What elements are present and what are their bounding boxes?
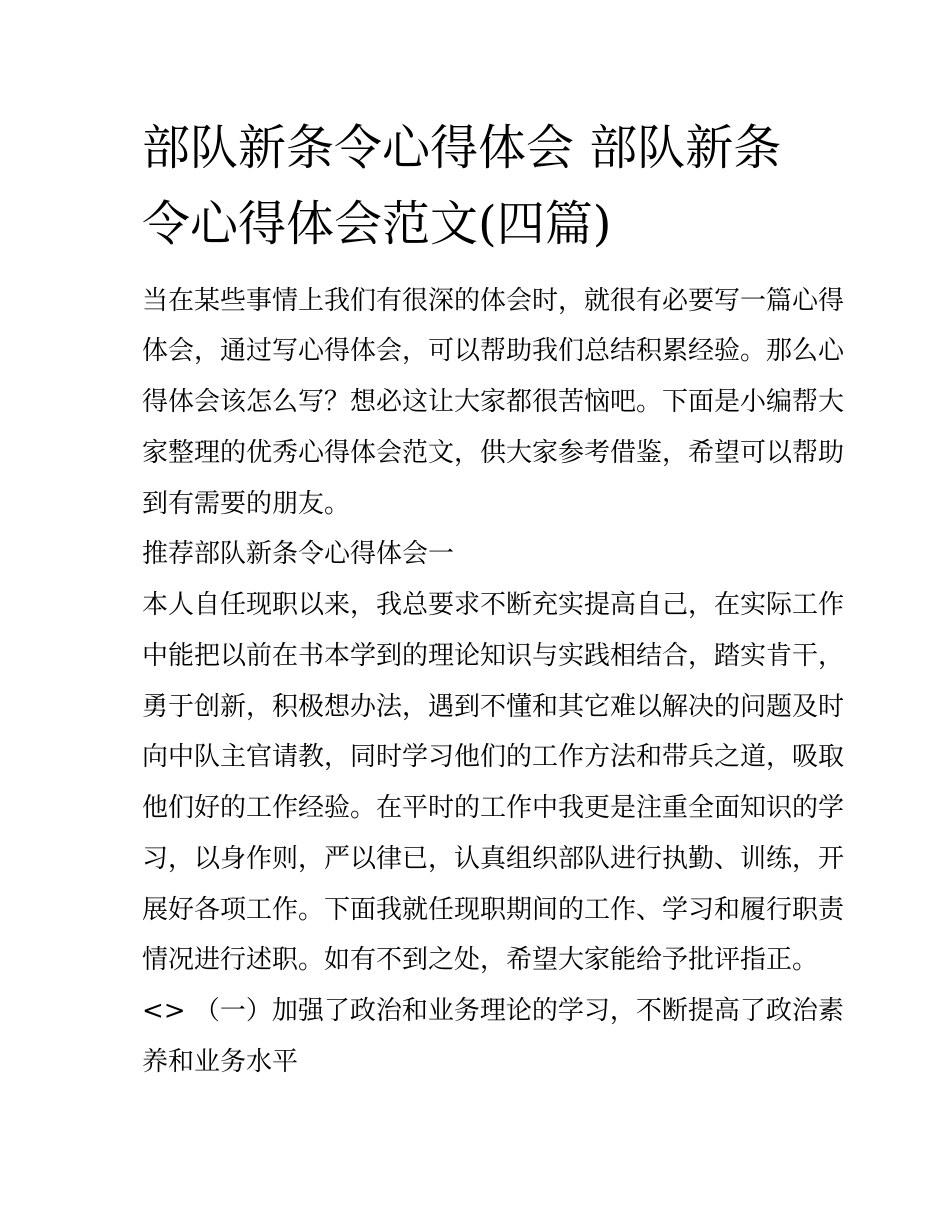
body-line: <> （一）加强了政治和业务理论的学习，不断提高了政治素 [142,996,844,1026]
body-line: 习，以身作则，严以律已，认真组织部队进行执勤、训练，开 [142,844,845,874]
body-line: 当在某些事情上我们有很深的体会时，就很有必要写一篇心得 [142,286,845,316]
body-line: 他们好的工作经验。在平时的工作中我更是注重全面知识的学 [142,793,845,823]
body-line: 家整理的优秀心得体会范文，供大家参考借鉴，希望可以帮助 [142,438,845,468]
document-title-line-1: 部队新条令心得体会 部队新条 [142,120,782,176]
body-line: 展好各项工作。下面我就任现职期间的工作、学习和履行职责 [142,895,845,925]
body-line: 中能把以前在书本学到的理论知识与实践相结合，踏实肯干， [142,641,845,671]
section-heading: 推荐部队新条令心得体会一 [142,539,455,569]
body-line: 养和业务水平 [142,1047,299,1077]
body-line: 得体会该怎么写？想必这让大家都很苦恼吧。下面是小编帮大 [142,387,845,417]
body-line: 情况进行述职。如有不到之处，希望大家能给予批评指正。 [142,945,819,975]
body-line: 勇于创新，积极想办法，遇到不懂和其它难以解决的问题及时 [142,692,845,722]
body-line: 体会，通过写心得体会，可以帮助我们总结积累经验。那么心 [142,336,845,366]
document-title-line-2: 令心得体会范文(四篇) [142,196,612,252]
body-line: 本人自任现职以来，我总要求不断充实提高自己，在实际工作 [142,590,845,620]
body-line: 向中队主官请教，同时学习他们的工作方法和带兵之道，吸取 [142,742,845,772]
body-line: 到有需要的朋友。 [142,489,351,519]
